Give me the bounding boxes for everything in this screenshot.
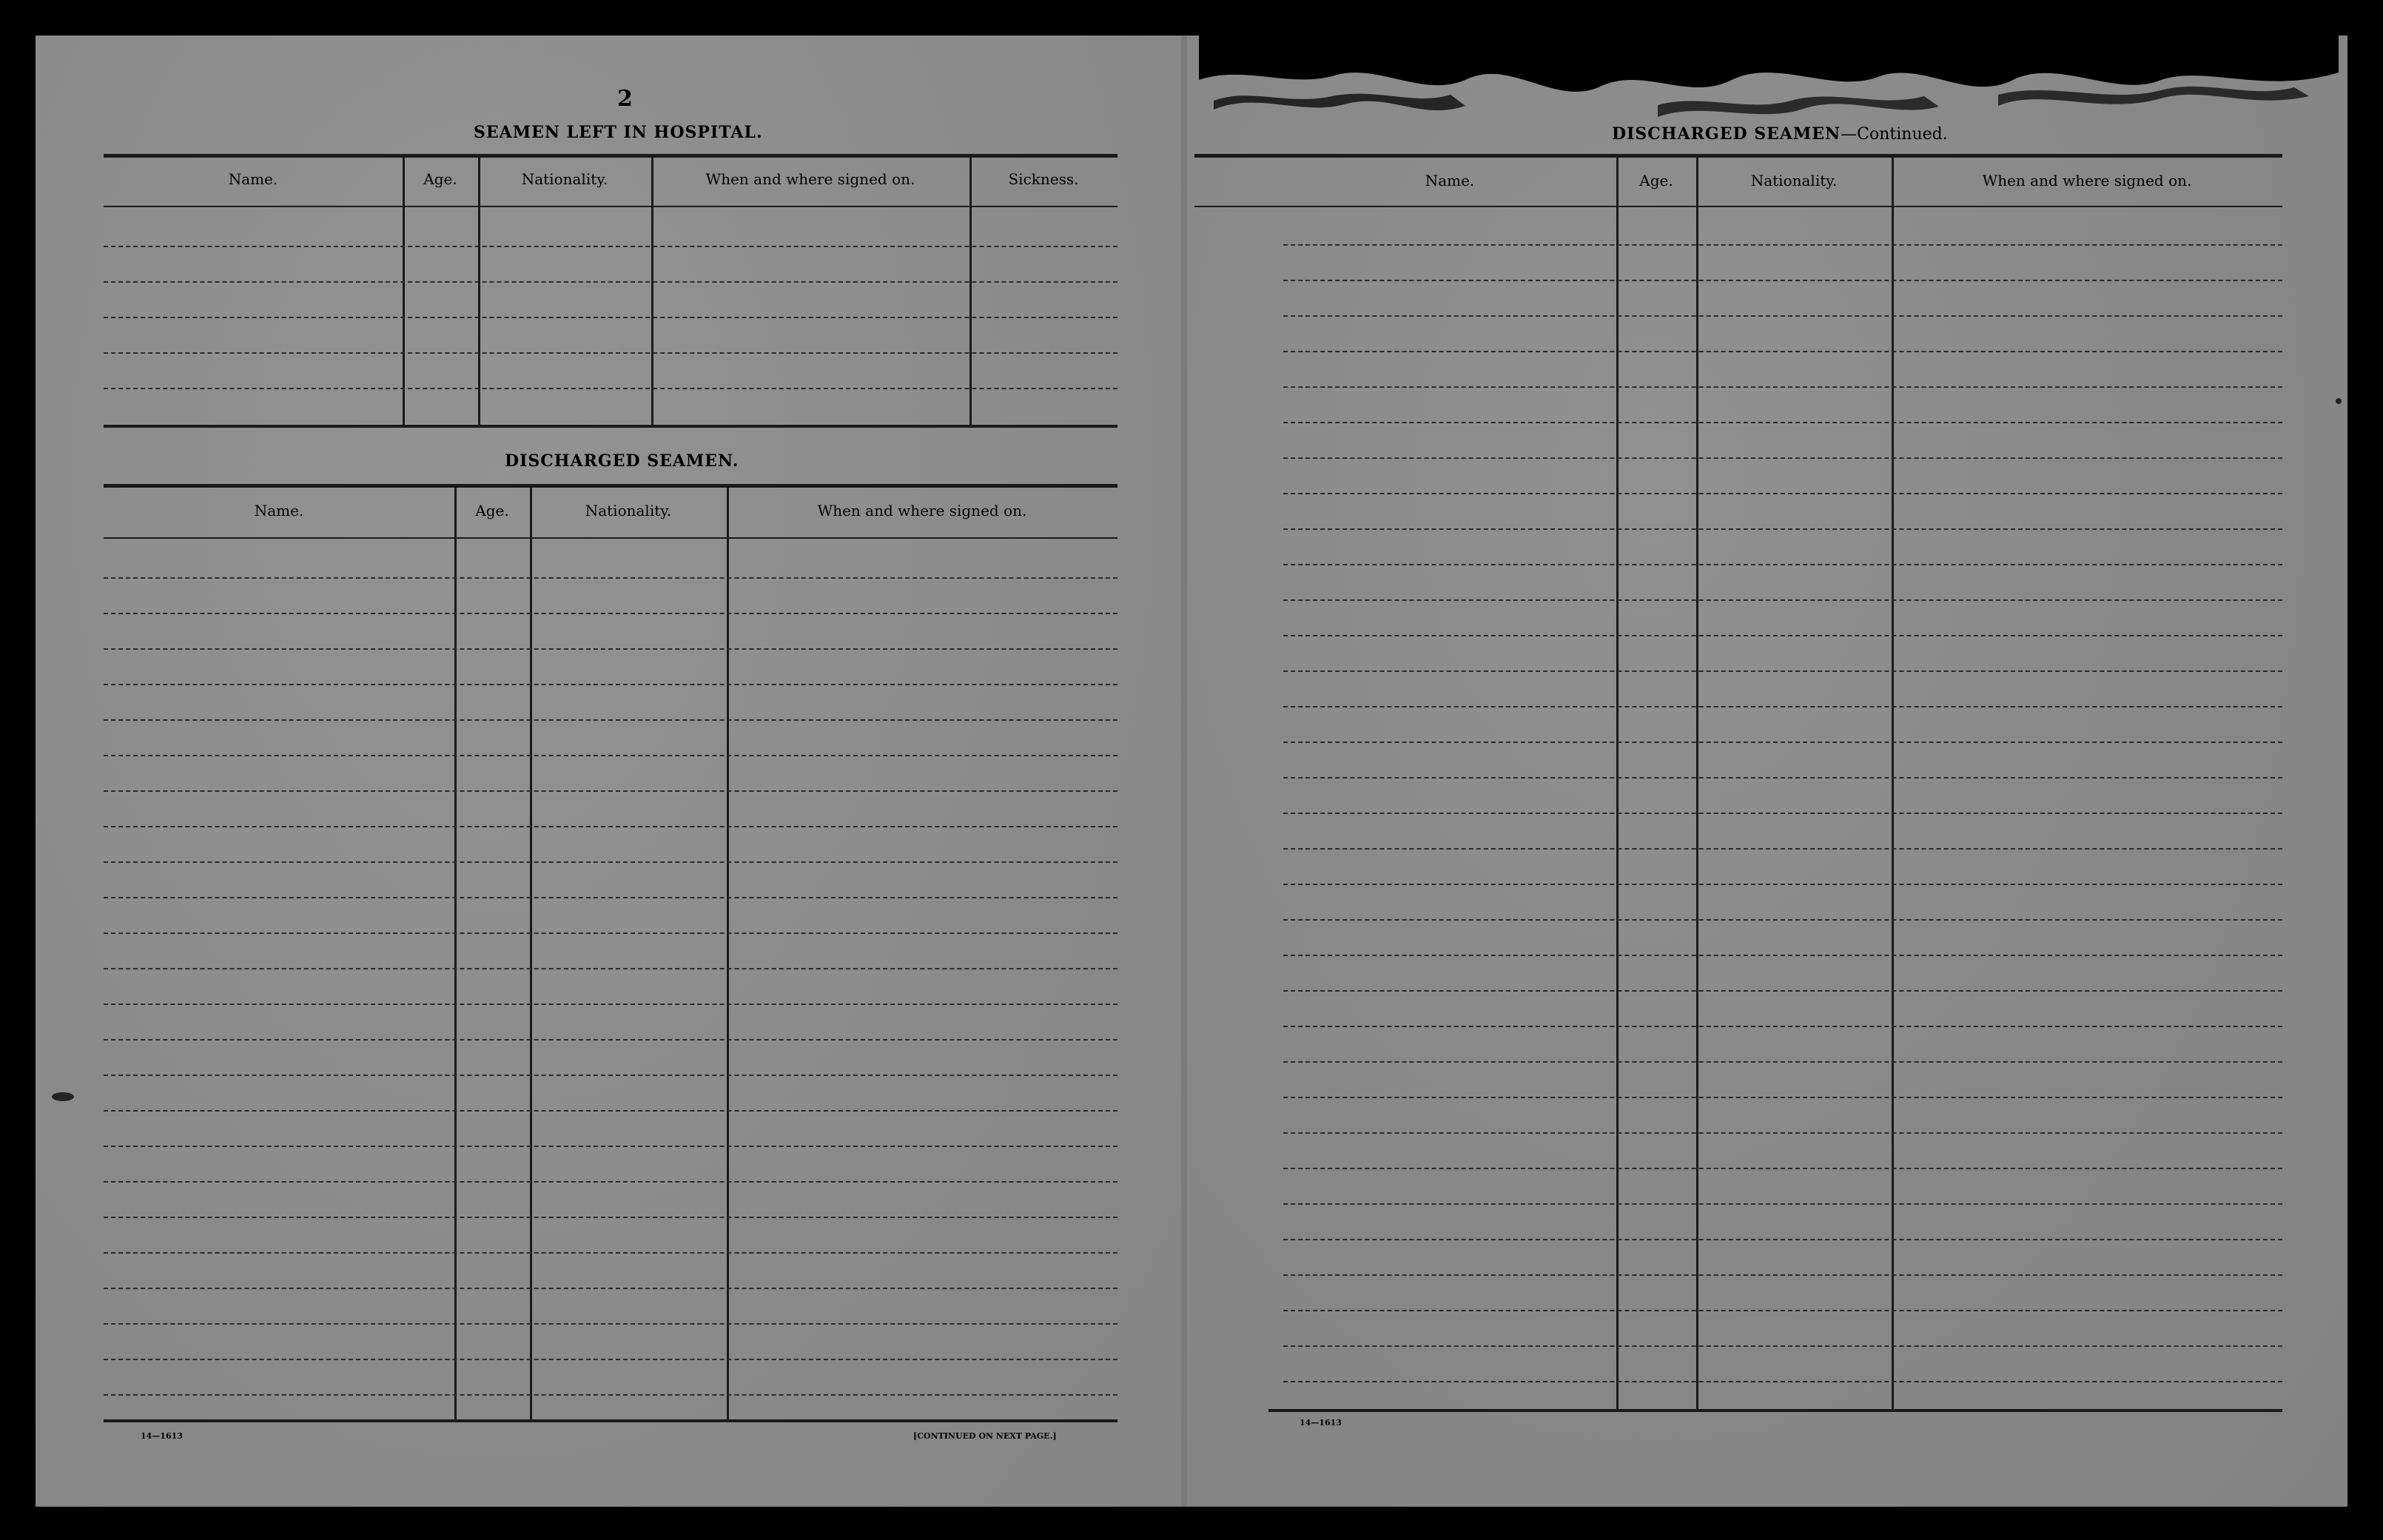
- continued-note: [CONTINUED ON NEXT PAGE.]: [913, 1431, 1057, 1441]
- ledger-row: [104, 246, 1117, 247]
- ledger-row: [104, 317, 1117, 318]
- form-number: 14—1613: [1300, 1418, 1342, 1428]
- ledger-row: [104, 281, 1117, 283]
- hospital-section-title: SEAMEN LEFT IN HOSPITAL.: [474, 123, 763, 142]
- right-section-title: [1612, 124, 1948, 144]
- col-header-nationality: Nationality.: [585, 502, 672, 520]
- right-title-main: DISCHARGED SEAMEN: [1612, 124, 1841, 144]
- col-header-age: Age.: [423, 170, 457, 188]
- ledger-row: [104, 388, 1117, 389]
- col-header-age: Age.: [1639, 172, 1673, 189]
- page-fold: [1181, 36, 1187, 1507]
- scan-mark: [2336, 398, 2342, 404]
- col-header-name: Name.: [254, 502, 304, 520]
- scan-mark: [52, 1092, 74, 1101]
- col-header-signed-on: When and where signed on.: [817, 502, 1027, 520]
- col-header-name: Name.: [228, 170, 278, 188]
- col-header-nationality: Nationality.: [1750, 172, 1838, 189]
- col-header-nationality: Nationality.: [521, 170, 608, 188]
- right-title-continued: —Continued.: [1841, 125, 1948, 144]
- col-header-signed-on: When and where signed on.: [1982, 172, 2192, 189]
- col-header-sickness: Sickness.: [1008, 170, 1079, 188]
- hospital-table: [104, 154, 1117, 429]
- col-header-age: Age.: [475, 502, 509, 520]
- ledger-row: [104, 352, 1117, 354]
- page-number: 2: [617, 86, 633, 112]
- col-header-signed-on: When and where signed on.: [705, 170, 915, 188]
- discharged-continued-table: [1194, 154, 2282, 1416]
- discharged-table: [104, 484, 1117, 1424]
- discharged-section-title: DISCHARGED SEAMEN.: [505, 451, 739, 471]
- col-header-name: Name.: [1425, 172, 1475, 189]
- form-number: 14—1613: [141, 1431, 183, 1441]
